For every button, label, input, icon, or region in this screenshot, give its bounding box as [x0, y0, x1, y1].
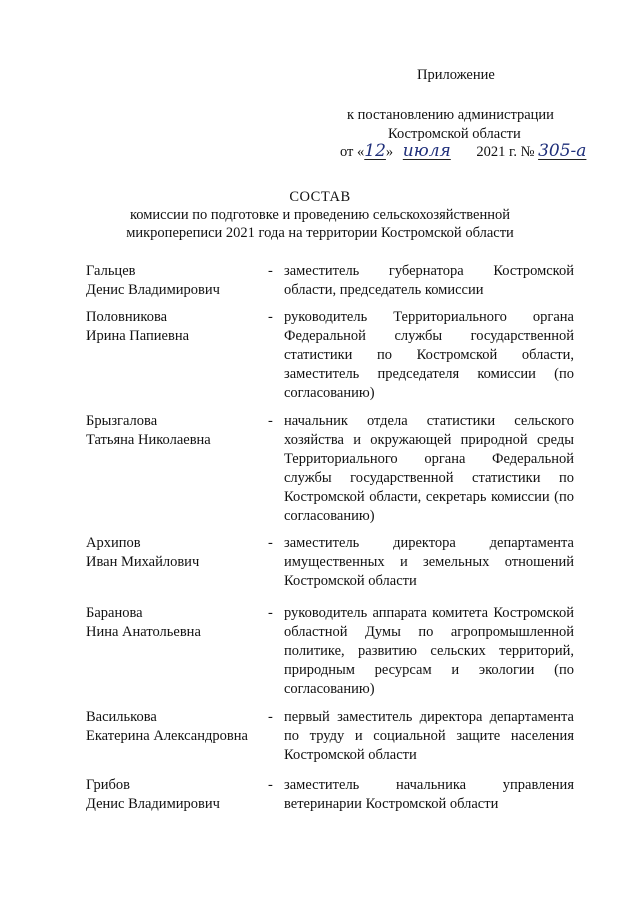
- member-name: [86, 412, 266, 450]
- member-role: начальник отдела статистики сельского хозяйства и окружающей природной среды Территориального органа Федеральной службы государственной статистики по Костромской области, секретарь комиссии (по согласованию): [284, 413, 574, 524]
- member-role: первый заместитель директора департамента по труду и социальной защите населения Костромской области: [284, 709, 574, 763]
- member-given-name: Ирина Папиевна: [86, 328, 190, 344]
- member-surname: Василькова: [86, 709, 157, 725]
- date-prefix: от «: [340, 144, 365, 160]
- member-surname: Грибов: [86, 777, 130, 793]
- date-line: [340, 142, 586, 161]
- title-heading: СОСТАВ: [289, 189, 351, 205]
- title-line-1: комиссии по подготовке и проведению сельскохозяйственной: [129, 207, 511, 223]
- separator-dash: -: [268, 413, 273, 429]
- member-given-name: Денис Владимирович: [86, 282, 220, 298]
- member-surname: Архипов: [86, 535, 141, 551]
- member-role: руководитель Территориального органа Федеральной службы государственной статистики по Костромской области, заместитель председателя комиссии (по согласованию): [284, 309, 574, 401]
- member-role: заместитель губернатора Костромской области, председатель комиссии: [284, 263, 574, 298]
- date-close: »: [385, 144, 394, 160]
- member-name: [86, 308, 266, 346]
- member-name: [86, 262, 266, 300]
- member-name: [86, 708, 266, 746]
- member-given-name: Иван Михайлович: [86, 554, 200, 570]
- date-year: 2021 г. №: [476, 144, 535, 160]
- member-given-name: Денис Владимирович: [86, 796, 220, 812]
- handwritten-day: 12: [364, 141, 386, 161]
- title-line-2: микропереписи 2021 года на территории Костромской области: [126, 225, 514, 241]
- separator-dash: -: [268, 605, 273, 621]
- member-role: руководитель аппарата комитета Костромской областной Думы по агропромышленной политике, развитию сельских территорий, природным ресурсам и экологии (по согласованию): [284, 605, 574, 697]
- resolution-line: к постановлению администрации: [347, 107, 554, 123]
- member-name: [86, 776, 266, 814]
- document-title: [0, 188, 640, 242]
- separator-dash: -: [268, 777, 273, 793]
- member-name: [86, 604, 266, 642]
- member-name: [86, 534, 266, 572]
- member-surname: Баранова: [86, 605, 143, 621]
- handwritten-month: июля: [402, 141, 451, 161]
- member-surname: Гальцев: [86, 263, 136, 279]
- member-given-name: Татьяна Николаевна: [86, 432, 211, 448]
- separator-dash: -: [268, 309, 273, 325]
- member-role: заместитель начальника управления ветеринарии Костромской области: [284, 777, 574, 812]
- member-surname: Половникова: [86, 309, 168, 325]
- member-surname: Брызгалова: [86, 413, 158, 429]
- separator-dash: -: [268, 535, 273, 551]
- separator-dash: -: [268, 263, 273, 279]
- appendix-label: Приложение: [417, 67, 495, 83]
- member-role: заместитель директора департамента имущественных и земельных отношений Костромской области: [284, 535, 574, 589]
- member-given-name: Екатерина Александровна: [86, 728, 248, 744]
- separator-dash: -: [268, 709, 273, 725]
- handwritten-number: 305-а: [538, 141, 587, 161]
- member-given-name: Нина Анатольевна: [86, 624, 201, 640]
- region-line: Костромской области: [388, 126, 521, 142]
